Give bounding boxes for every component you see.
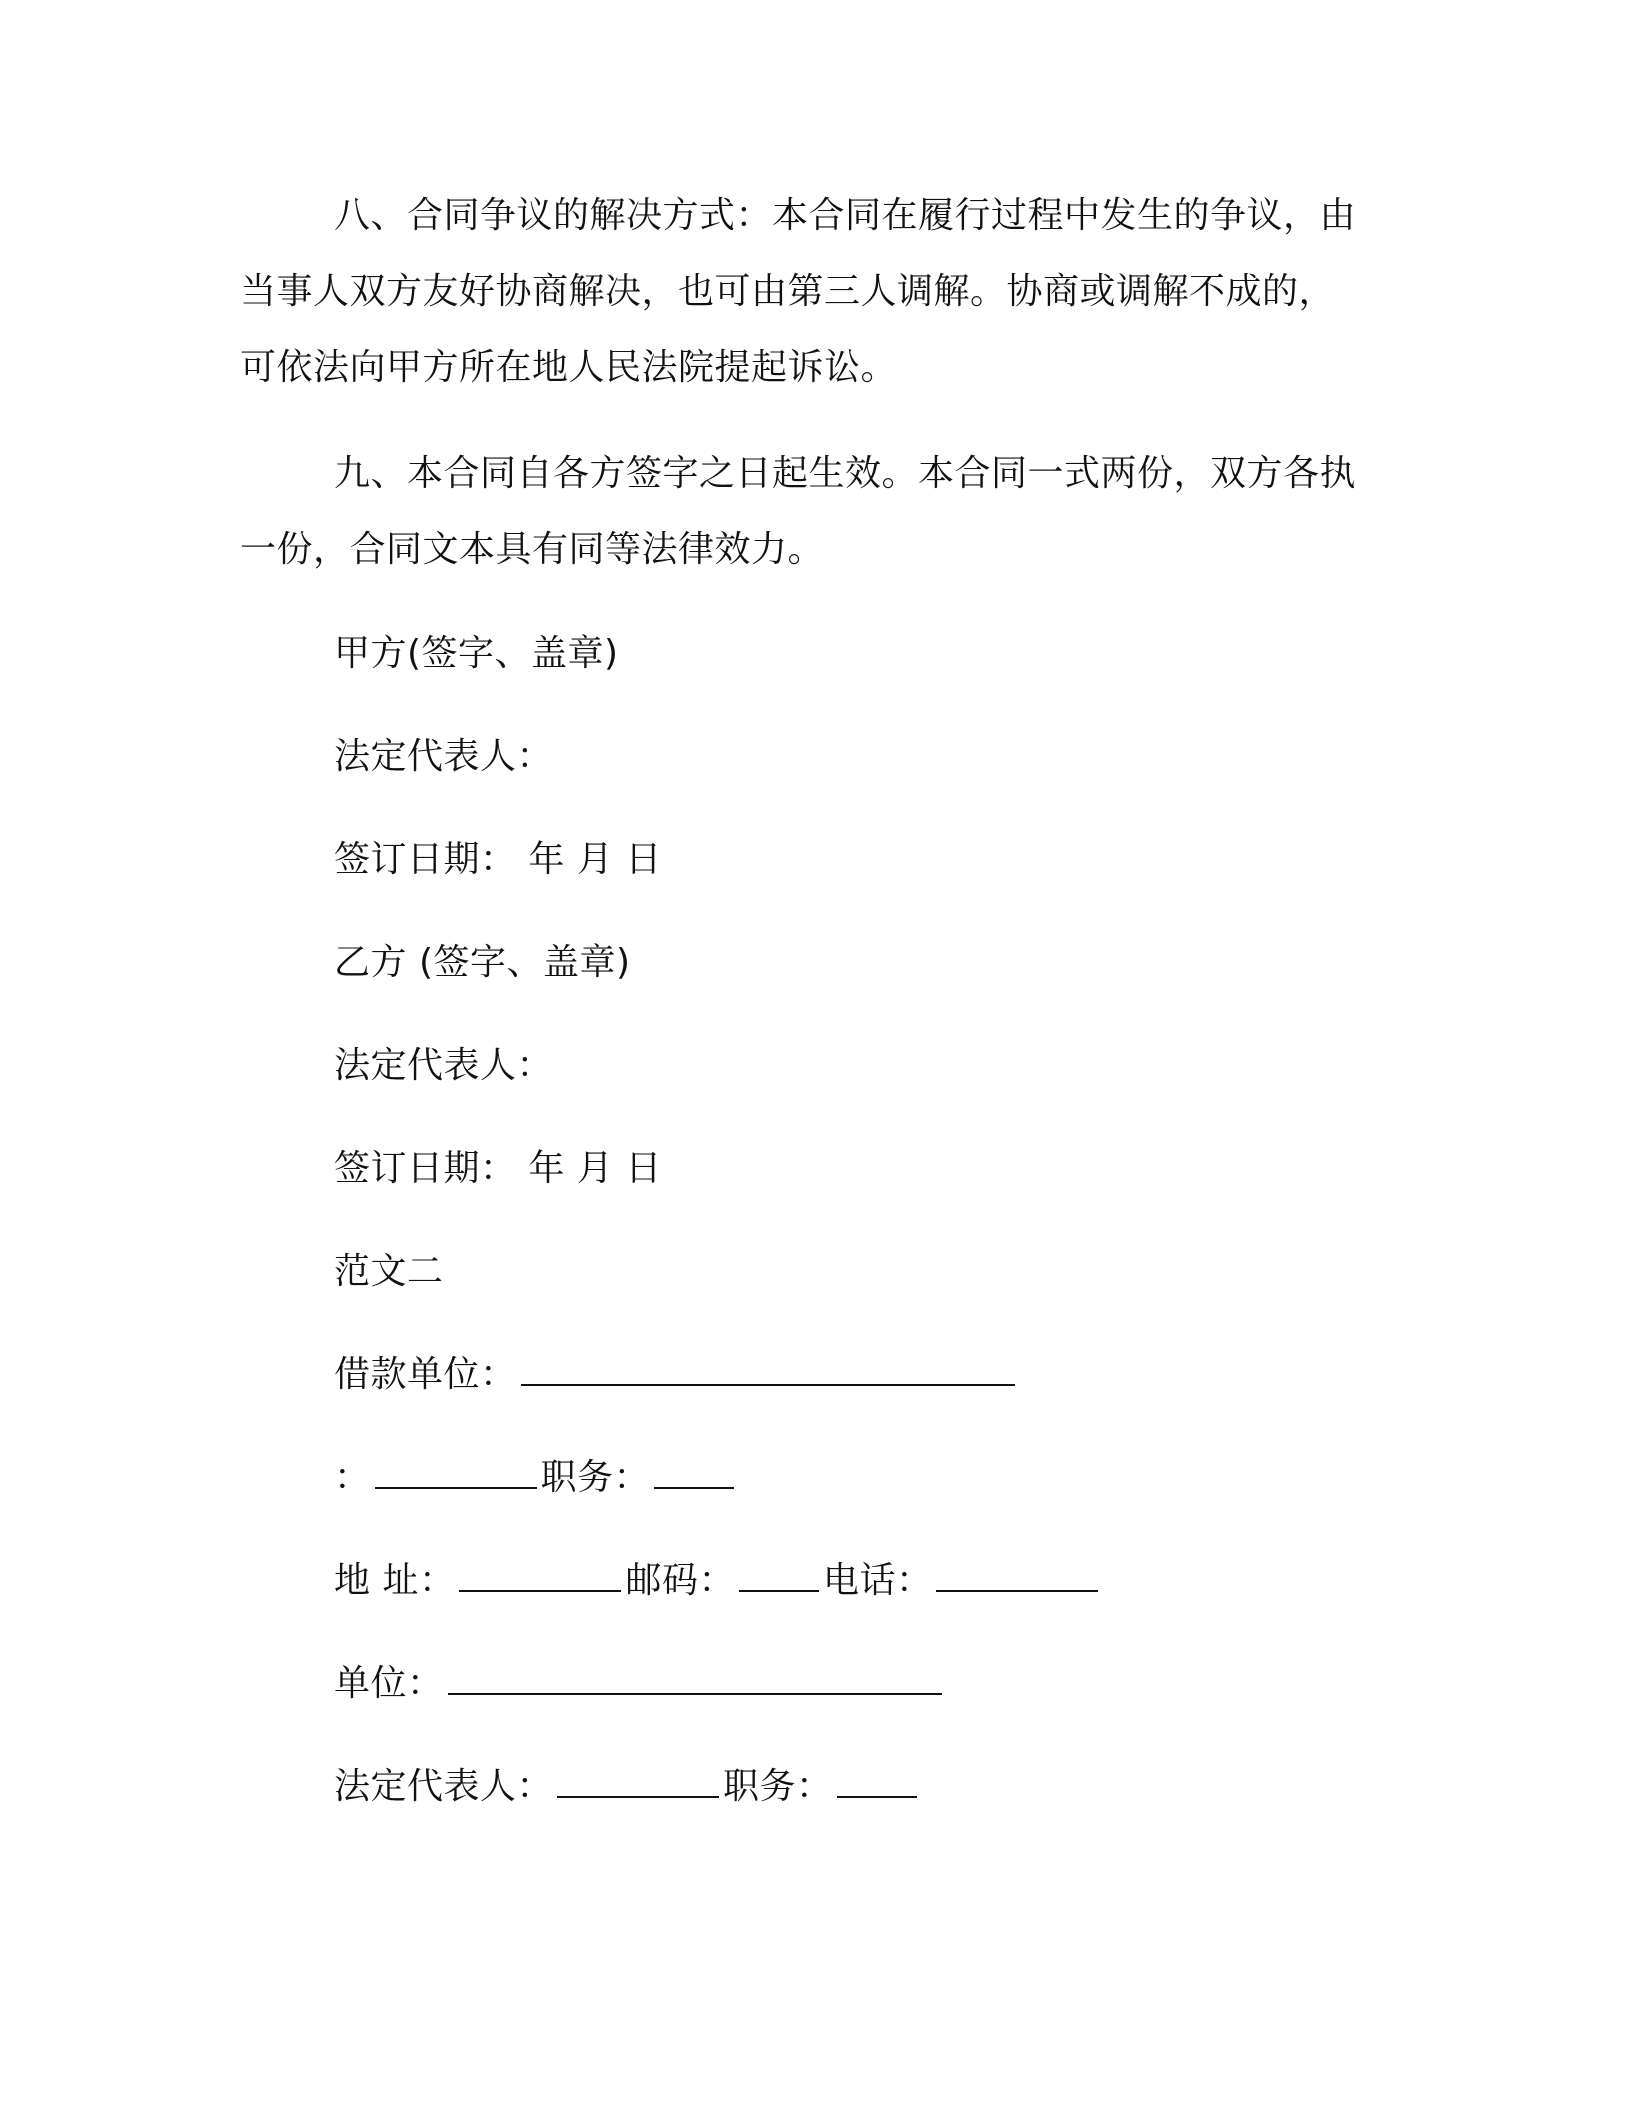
party-b-date: 签订日期： 年 月 日: [334, 1148, 662, 1189]
address-blank: [459, 1556, 621, 1592]
clause8-line3: 可依法向甲方所在地人民法院提起诉讼。: [240, 347, 898, 388]
phone-label: 电话：: [822, 1560, 933, 1601]
borrower-blank: [521, 1350, 1015, 1386]
position-label: 职务：: [540, 1457, 651, 1498]
address-label: 地 址：: [334, 1560, 456, 1601]
clause9-line2: 一份，合同文本具有同等法律效力。: [240, 529, 825, 570]
party-b-rep: 法定代表人：: [334, 1045, 554, 1086]
legal-rep-label: 法定代表人：: [334, 1766, 554, 1807]
phone-blank: [936, 1556, 1098, 1592]
unit-label: 单位：: [334, 1663, 444, 1704]
party-a-label: 甲方(签字、盖章): [334, 633, 619, 674]
person-prefix: ：: [334, 1457, 371, 1498]
legal-rep-position-blank: [837, 1762, 917, 1798]
party-a-date: 签订日期： 年 月 日: [334, 839, 662, 880]
position-blank: [654, 1453, 734, 1489]
sample2-title: 范文二: [334, 1251, 444, 1292]
legal-rep-position-label: 职务：: [723, 1766, 833, 1807]
clause9-line1: 九、本合同自各方签字之日起生效。本合同一式两份，双方各执: [334, 453, 1357, 494]
borrower-row: [334, 1349, 1019, 1401]
legal-rep-blank: [557, 1762, 719, 1798]
legal-rep-row: [334, 1761, 921, 1813]
unit-blank: [448, 1659, 942, 1695]
person-blank: [375, 1453, 537, 1489]
clause8-line2: 当事人双方友好协商解决，也可由第三人调解。协商或调解不成的，: [240, 271, 1336, 312]
address-row: [334, 1555, 1102, 1607]
party-b-label: 乙方 (签字、盖章): [334, 942, 631, 983]
clause8-line1: 八、合同争议的解决方式：本合同在履行过程中发生的争议，由: [334, 195, 1357, 236]
postcode-label: 邮码：: [625, 1560, 735, 1601]
borrower-label: 借款单位：: [334, 1354, 517, 1395]
unit-row: [334, 1658, 946, 1710]
person-row: [334, 1452, 738, 1504]
postcode-blank: [739, 1556, 819, 1592]
party-a-rep: 法定代表人：: [334, 736, 554, 777]
